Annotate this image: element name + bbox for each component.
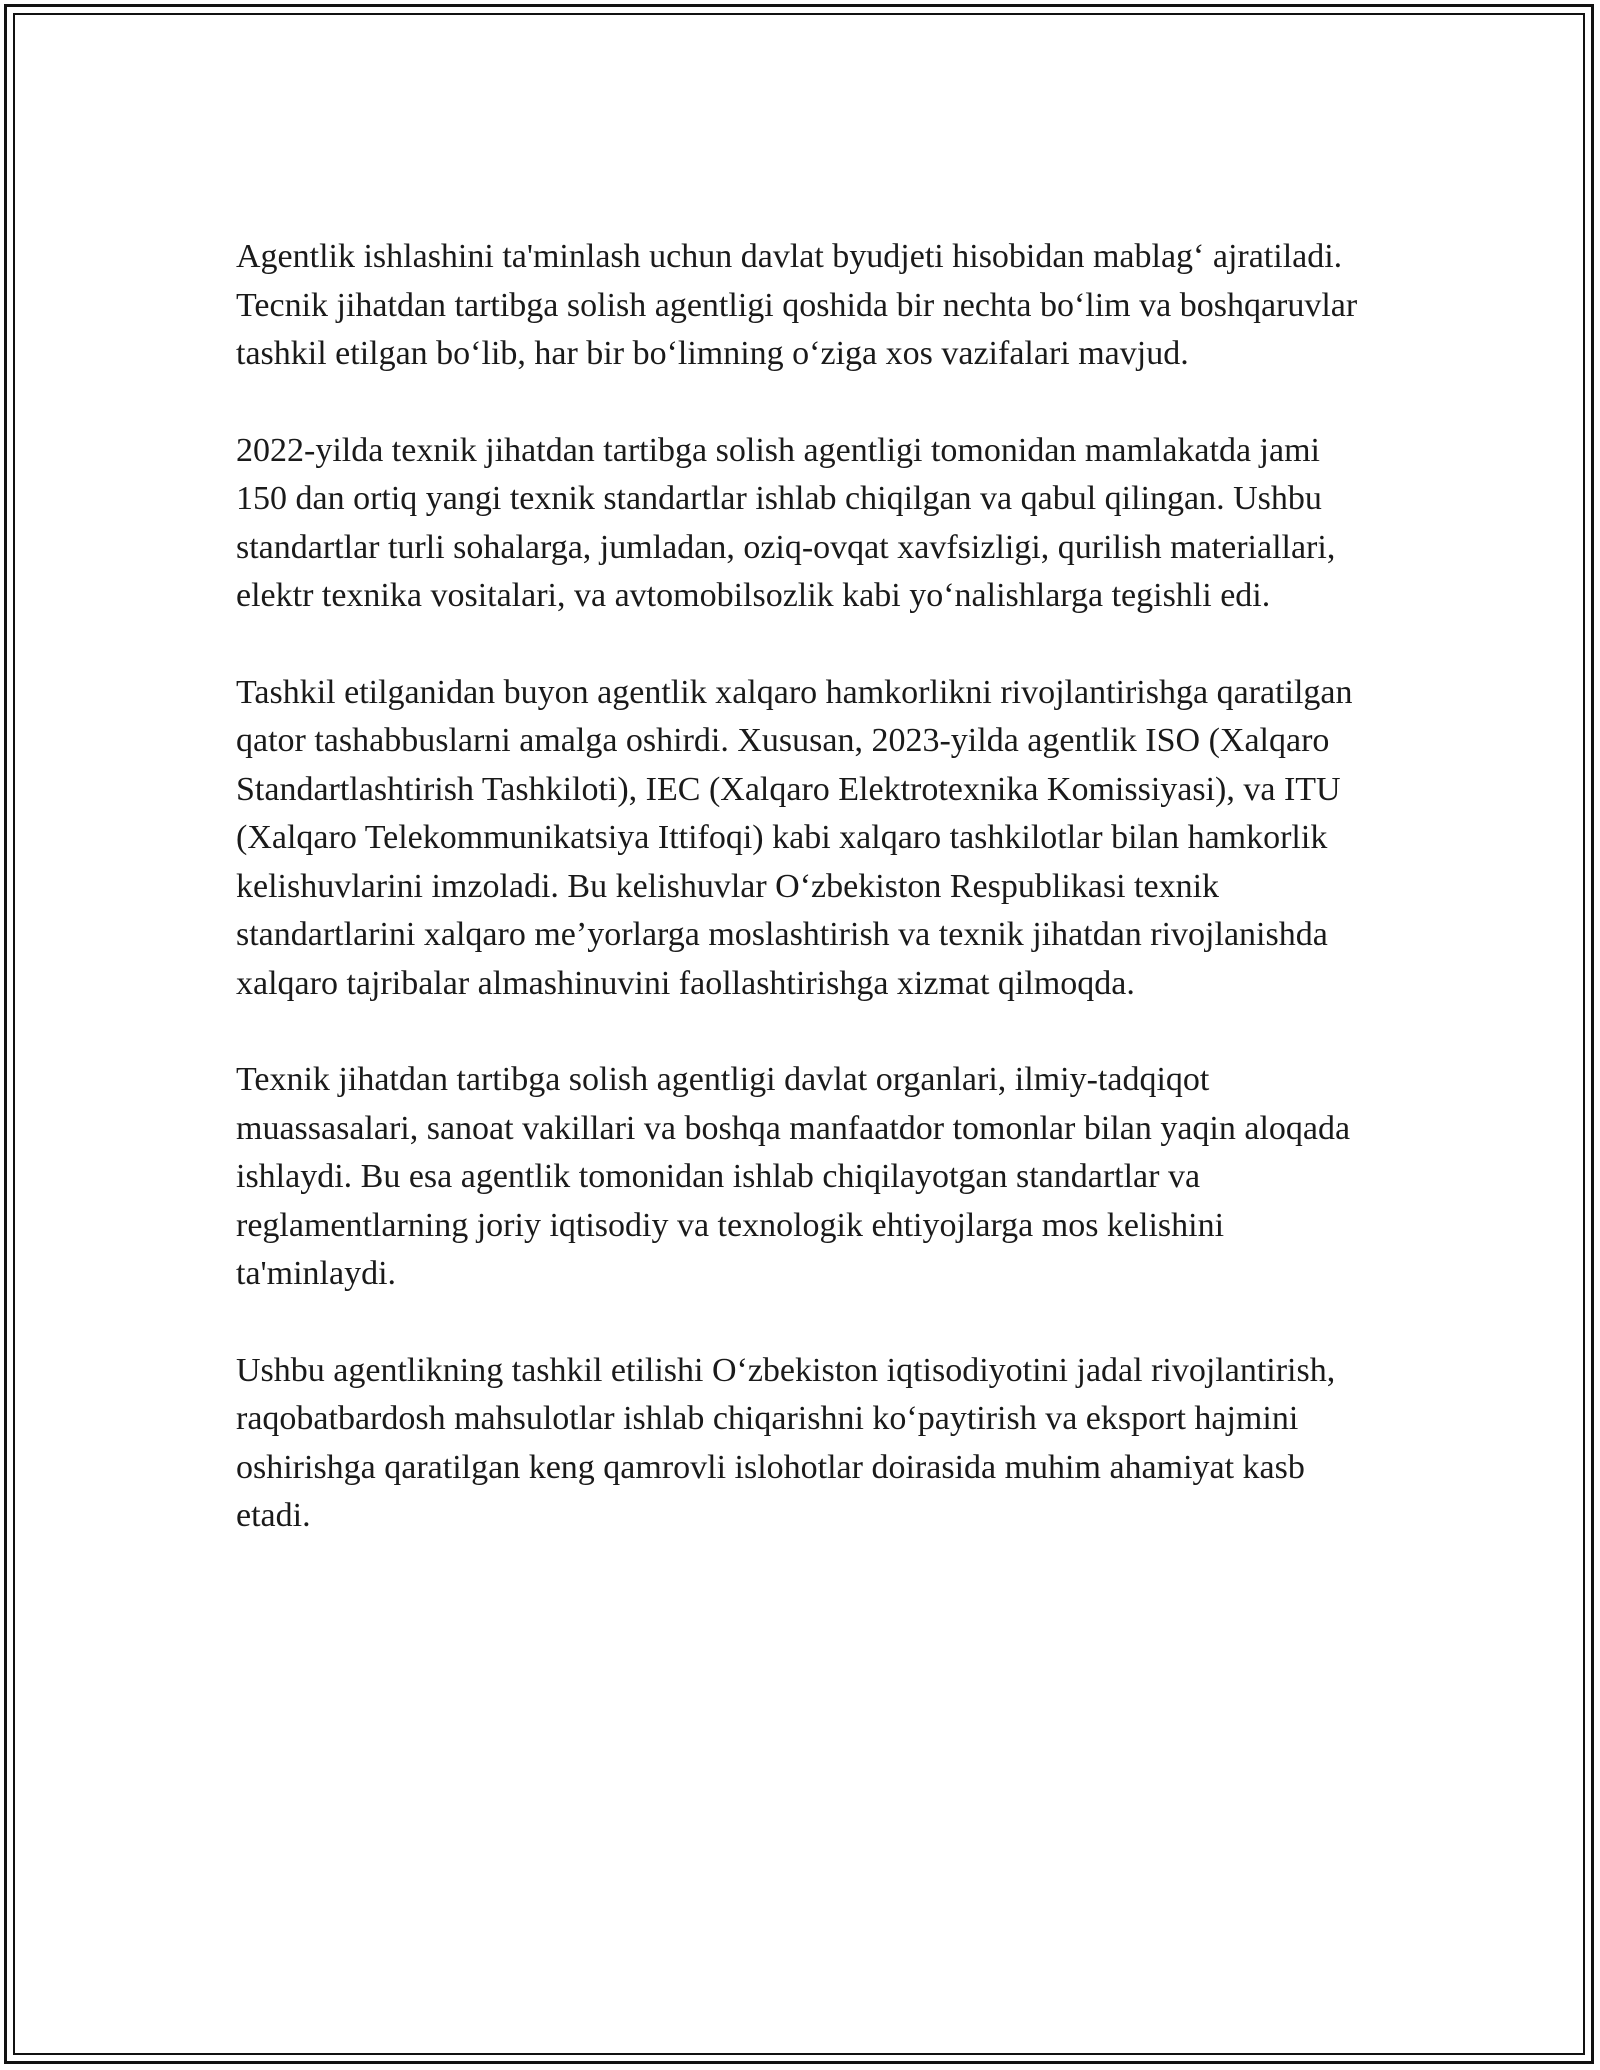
document-body [236, 233, 1376, 1589]
paragraph-international-cooperation: Tashkil etilganidan buyon agentlik xalqaro hamkorlikni rivojlantirishga qaratilgan qator tashabbuslarni amalga oshirdi. Xususan, 2023-yilda agentlik ISO (Xalqaro Standartlashtirish Tashkiloti), IEC (Xalqaro Elektrotexnika Komissiyasi), va ITU (Xalqaro Telekommunikatsiya Ittifoqi) kabi xalqaro tashkilotlar bilan hamkorlik kelishuvlarini imzoladi. Bu kelishuvlar O‘zbekiston Respublikasi texnik standartlarini xalqaro me’yorlarga moslashtirish va texnik jihatdan rivojlanishda xalqaro tajribalar almashinuvini faollashtirishga xizmat qilmoqda. [236, 673, 1353, 1002]
paragraph-significance: Ushbu agentlikning tashkil etilishi O‘zbekiston iqtisodiyotini jadal rivojlantirish, raqobatbardosh mahsulotlar ishlab chiqarishni ko‘paytirish va eksport hajmini oshirishga qaratilgan keng qamrovli islohotlar doirasida muhim ahamiyat kasb etadi. [236, 1351, 1336, 1534]
paragraph-stakeholders: Texnik jihatdan tartibga solish agentligi davlat organlari, ilmiy-tadqiqot muassasalari, sanoat vakillari va boshqa manfaatdor tomonlar bilan yaqin aloqada ishlaydi. Bu esa agentlik tomonidan ishlab chiqilayotgan standartlar va reglamentlarning joriy iqtisodiy va texnologik ehtiyojlarga mos kelishini ta'minlaydi. [236, 1061, 1351, 1292]
paragraph-budget: Agentlik ishlashini ta'minlash uchun davlat byudjeti hisobidan mablag‘ ajratiladi. Tecnik jihatdan tartibga solish agentligi qoshida bir nechta bo‘lim va boshqaruvlar tashkil etilgan bo‘lib, har bir bo‘limning o‘ziga xos vazifalari mavjud. [236, 238, 1358, 372]
paragraph-standards-2022: 2022-yilda texnik jihatdan tartibga solish agentligi tomonidan mamlakatda jami 150 dan ortiq yangi texnik standartlar ishlab chiqilgan va qabul qilingan. Ushbu standartlar turli sohalarga, jumladan, oziq-ovqat xavfsizligi, qurilish materiallari, elektr texnika vositalari, va avtomobilsozlik kabi yo‘nalishlarga tegishli edi. [236, 431, 1336, 614]
